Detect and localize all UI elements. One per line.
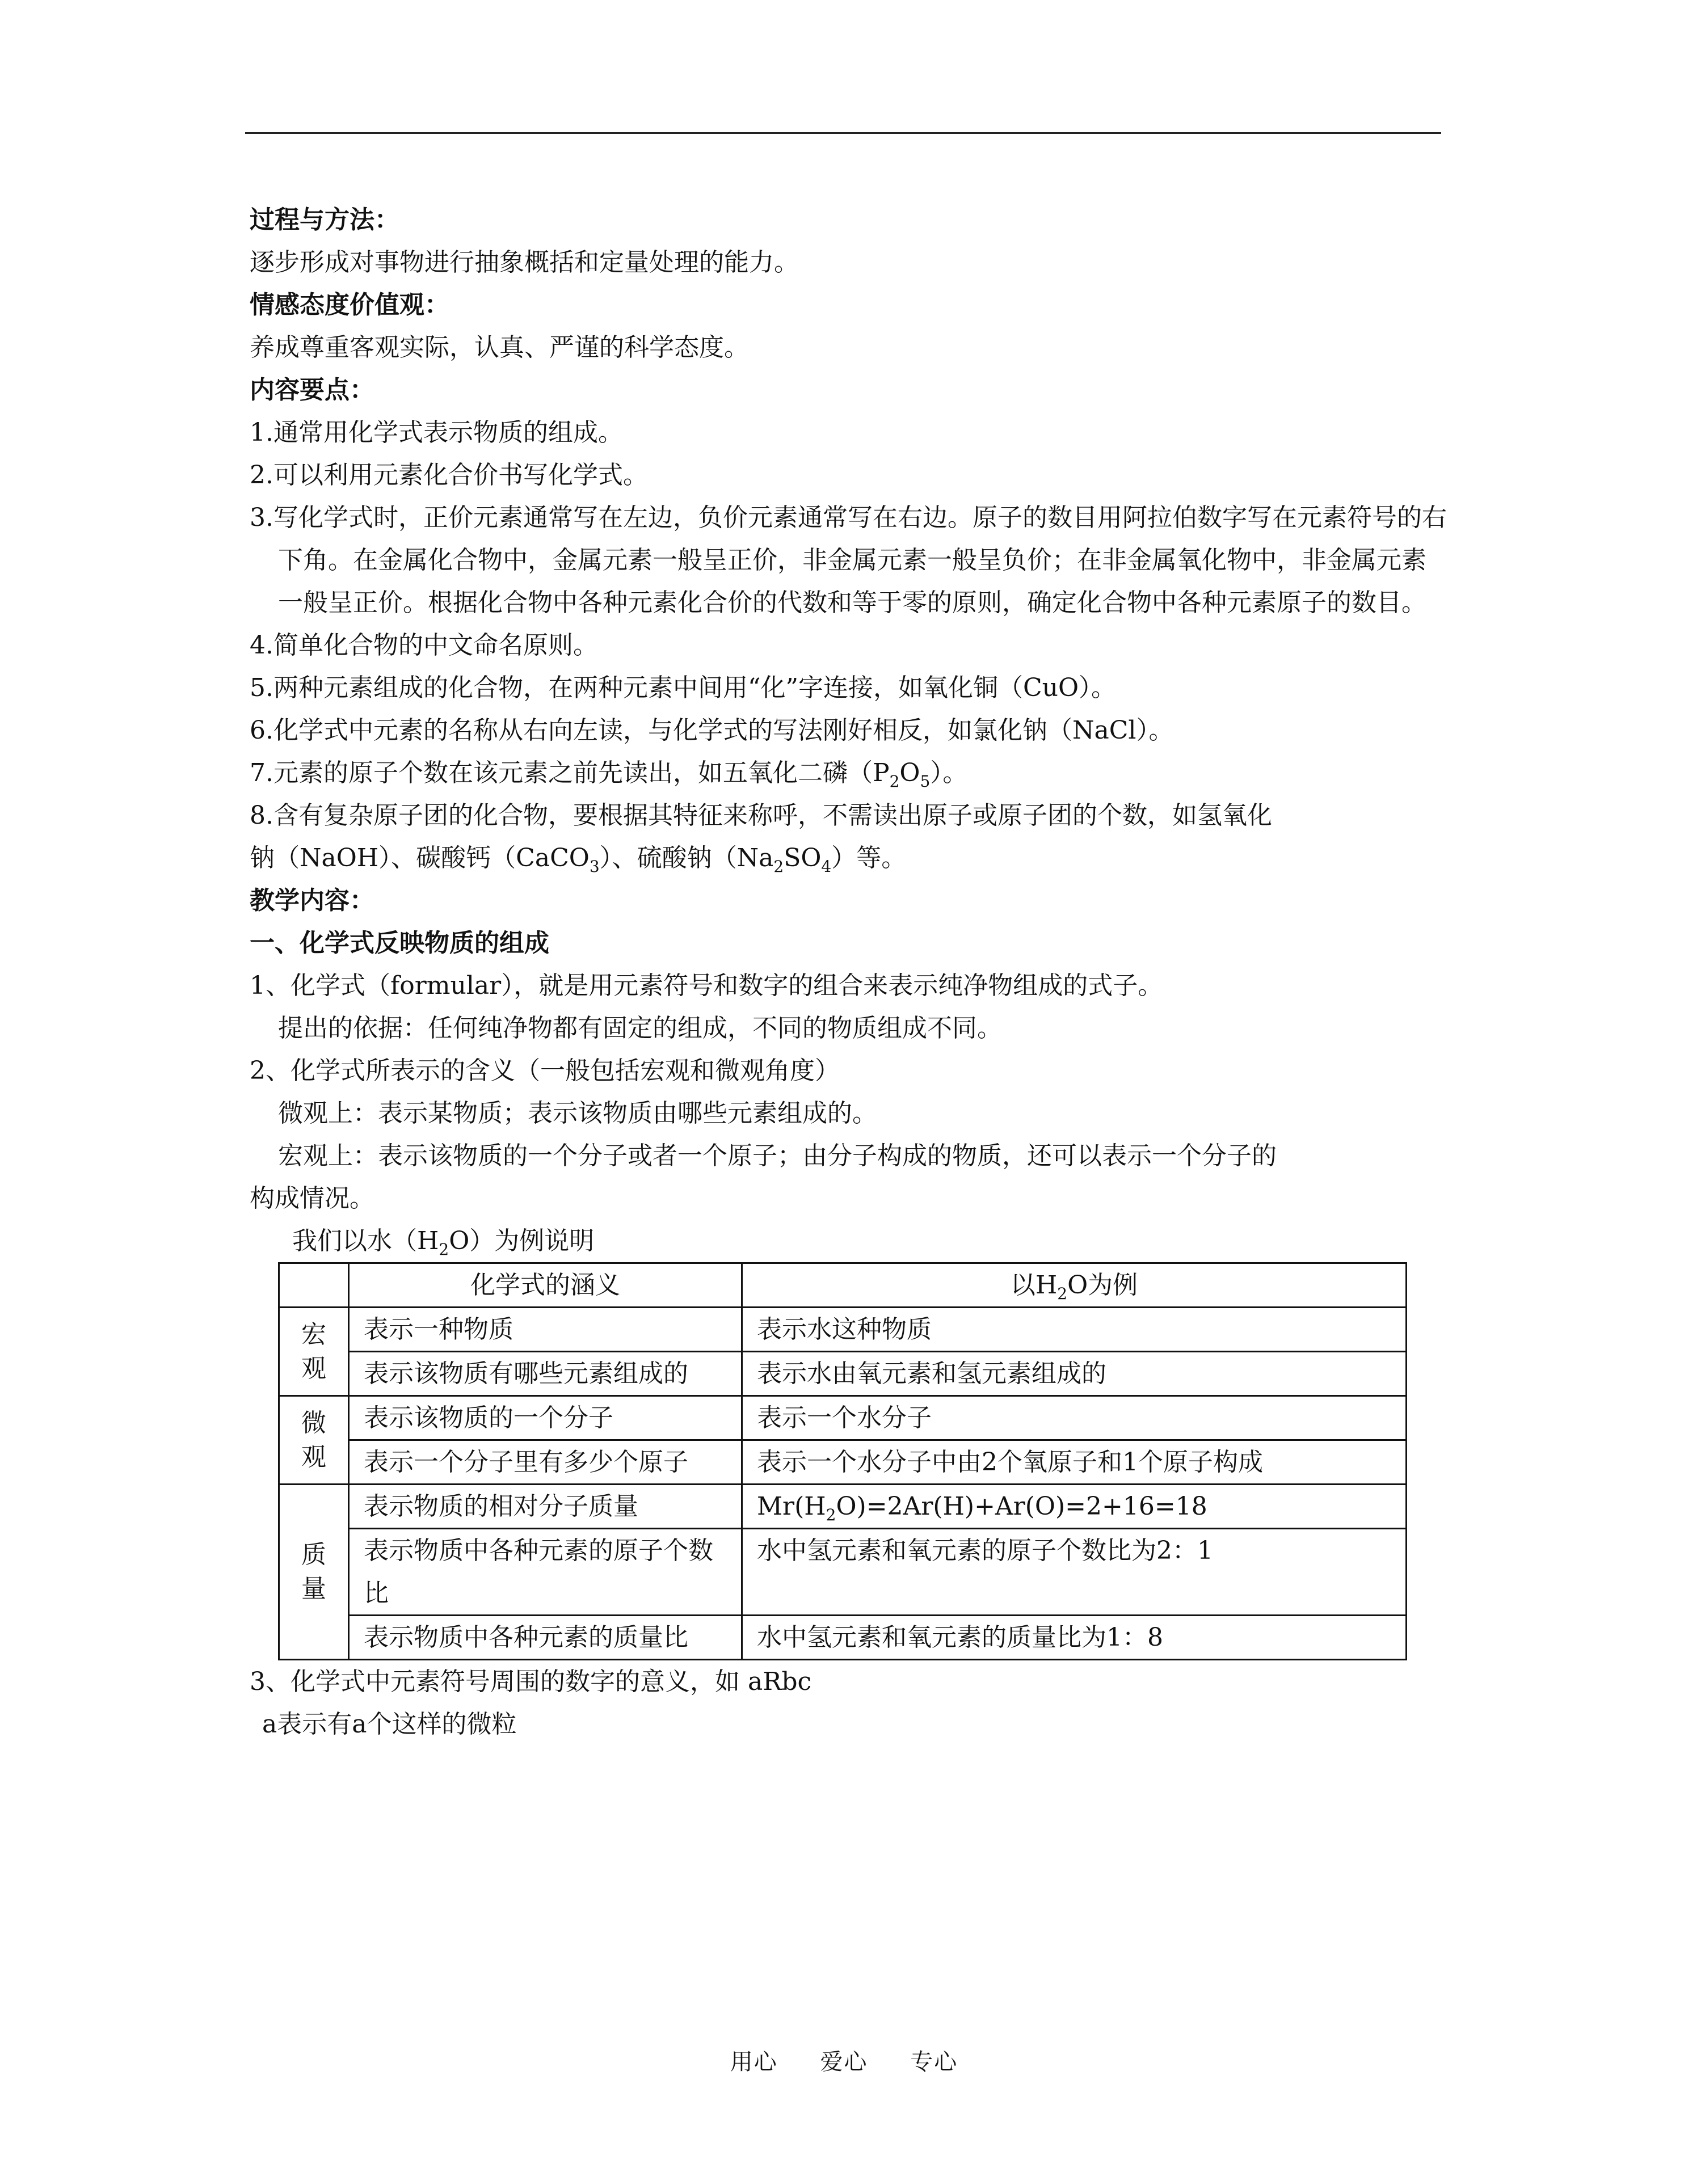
item-2-macro-line2: 构成情况。 — [250, 1184, 374, 1213]
point-7-sub2: 5 — [920, 772, 931, 791]
point-7-prefix: 7.元素的原子个数在该元素之前先读出，如五氧化二磷（P — [250, 758, 890, 787]
page-footer: 用心 爱心 专心 — [730, 2049, 958, 2075]
row3-example: 表示一个水分子 — [742, 1396, 1407, 1440]
point-5: 5.两种元素组成的化合物，在两种元素中间用“化”字连接，如氧化铜（CuO）。 — [250, 673, 1117, 702]
row2-meaning: 表示该物质有哪些元素组成的 — [349, 1352, 742, 1396]
item-1-basis: 提出的依据：任何纯净物都有固定的组成，不同的物质组成不同。 — [278, 1014, 1002, 1043]
point-2: 2.可以利用元素化合价书写化学式。 — [250, 461, 648, 490]
group-mass: 质量 — [279, 1485, 349, 1660]
example-sub: 2 — [439, 1240, 449, 1259]
point-8-line2 — [250, 837, 1447, 879]
point-1: 1.通常用化学式表示物质的组成。 — [250, 418, 623, 447]
process-heading: 过程与方法： — [250, 205, 399, 234]
point-8-sub1: 3 — [589, 857, 600, 876]
row3-meaning: 表示该物质的一个分子 — [349, 1396, 742, 1440]
group-micro: 微观 — [279, 1396, 349, 1485]
point-8-b: ）、硫酸钠（Na — [599, 844, 774, 872]
part1-heading: 一、化学式反映物质的组成 — [250, 929, 549, 958]
item-3-a: a表示有a个这样的微粒 — [262, 1710, 517, 1739]
row4-example: 表示一个水分子中由2个氧原子和1个原子构成 — [742, 1440, 1407, 1485]
row7-meaning: 表示物质中各种元素的质量比 — [349, 1616, 742, 1660]
item-1: 1、化学式（formular），就是用元素符号和数字的组合来表示纯净物组成的式子。 — [250, 971, 1163, 1000]
row5-example-sub: 2 — [826, 1506, 836, 1524]
point-8-c: SO — [784, 844, 822, 872]
row5-example — [742, 1485, 1407, 1529]
attitude-text: 养成尊重客观实际，认真、严谨的科学态度。 — [250, 333, 749, 362]
points-heading: 内容要点： — [250, 376, 374, 404]
row2-example: 表示水由氧元素和氢元素组成的 — [742, 1352, 1407, 1396]
header-example-prefix: 以H — [1010, 1271, 1058, 1300]
table-header-row — [279, 1263, 1407, 1308]
point-7 — [250, 752, 1447, 794]
table-row — [279, 1308, 1407, 1352]
document-body — [250, 199, 1447, 1745]
row6-example: 水中氢元素和氧元素的原子个数比为2：1 — [742, 1529, 1407, 1616]
row7-example: 水中氢元素和氧元素的质量比为1：8 — [742, 1616, 1407, 1660]
point-6: 6.化学式中元素的名称从右向左读，与化学式的写法刚好相反，如氯化钠（NaCl）。 — [250, 716, 1174, 745]
row5-example-prefix: Mr(H — [757, 1492, 826, 1521]
table-row — [279, 1485, 1407, 1529]
table-header-example — [742, 1263, 1407, 1308]
table-header-empty — [279, 1263, 349, 1308]
group-macro: 宏观 — [279, 1308, 349, 1396]
point-8-sub3: 4 — [821, 857, 832, 876]
point-8-sub2: 2 — [773, 857, 784, 876]
point-7-sub1: 2 — [889, 772, 900, 791]
item-3: 3、化学式中元素符号周围的数字的意义，如 aRbc — [250, 1667, 812, 1696]
header-example-sub: 2 — [1057, 1284, 1068, 1303]
table-row — [279, 1352, 1407, 1396]
process-text: 逐步形成对事物进行抽象概括和定量处理的能力。 — [250, 248, 799, 277]
item-2-macro-line1: 宏观上：表示该物质的一个分子或者一个原子；由分子构成的物质，还可以表示一个分子的 — [278, 1141, 1277, 1170]
row4-meaning: 表示一个分子里有多少个原子 — [349, 1440, 742, 1485]
point-4: 4.简单化合物的中文命名原则。 — [250, 631, 598, 660]
point-7-mid: O — [899, 758, 920, 787]
example-suffix: O）为例说明 — [449, 1226, 595, 1255]
point-3: 3.写化学式时，正价元素通常写在左边，负价元素通常写在右边。原子的数目用阿拉伯数字写在元素符号的右下角。在金属化合物中，金属元素一般呈正价，非金属元素一般呈负价；在非金属氧化物中，非金属元素一般呈正价。根据化合物中各种元素化合价的代数和等于零的原则，确定化合物中各种元素原子的数目。 — [250, 503, 1447, 617]
row1-meaning: 表示一种物质 — [349, 1308, 742, 1352]
table-row — [279, 1440, 1407, 1485]
point-7-suffix: ）。 — [930, 758, 968, 787]
row5-example-suffix: O)=2Ar(H)+Ar(O)=2+16=18 — [836, 1492, 1207, 1521]
table-row — [279, 1616, 1407, 1660]
row5-meaning: 表示物质的相对分子质量 — [349, 1485, 742, 1529]
table-row — [279, 1529, 1407, 1616]
formula-meaning-table — [278, 1262, 1407, 1660]
point-8-d: ）等。 — [831, 844, 907, 872]
row1-example: 表示水这种物质 — [742, 1308, 1407, 1352]
table-header-meaning: 化学式的涵义 — [349, 1263, 742, 1308]
item-2-micro: 微观上：表示某物质；表示该物质由哪些元素组成的。 — [278, 1099, 877, 1128]
attitude-heading: 情感态度价值观： — [250, 290, 449, 319]
example-intro — [250, 1220, 1447, 1262]
header-example-suffix: O为例 — [1067, 1271, 1138, 1300]
example-prefix: 我们以水（H — [292, 1226, 439, 1255]
header-rule — [245, 132, 1441, 134]
point-8-line1: 8.含有复杂原子团的化合物，要根据其特征来称呼，不需读出原子或原子团的个数，如氢氧化 — [250, 801, 1272, 830]
teaching-heading: 教学内容： — [250, 886, 374, 915]
table-row — [279, 1396, 1407, 1440]
point-8-a: 钠（NaOH）、碳酸钙（CaCO — [250, 844, 590, 872]
item-2: 2、化学式所表示的含义（一般包括宏观和微观角度） — [250, 1056, 840, 1085]
row6-meaning: 表示物质中各种元素的原子个数比 — [349, 1529, 742, 1616]
